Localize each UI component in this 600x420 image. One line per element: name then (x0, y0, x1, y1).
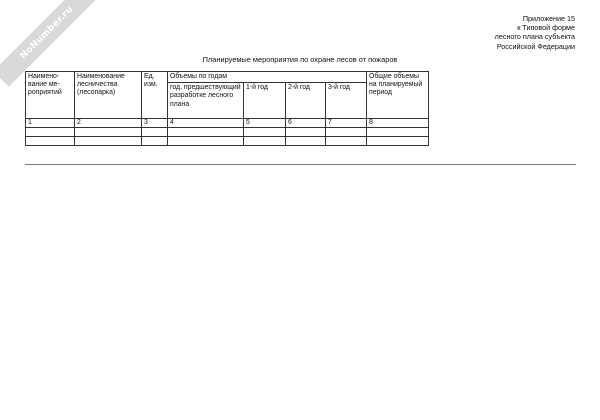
header-year-3: 3-й год (326, 83, 367, 119)
table-cell (26, 128, 75, 137)
header-total: Общие объемы на планируемый период (367, 72, 429, 119)
header-year-1: 1-й год (244, 83, 286, 119)
header-volumes-by-year: Объемы по годам (168, 72, 367, 83)
table-cell (244, 137, 286, 146)
table-cell (326, 137, 367, 146)
table-cell (367, 137, 429, 146)
table-cell (244, 128, 286, 137)
horizontal-rule (25, 164, 576, 165)
table-row (26, 137, 429, 146)
column-number: 1 (26, 119, 75, 128)
header-prior-year: год, предшествующий разработке лесного плана (168, 83, 244, 119)
appendix-line-3: лесного плана субъекта (494, 32, 575, 42)
appendix-note (495, 14, 575, 51)
table-cell (286, 128, 326, 137)
table-cell (142, 128, 168, 137)
table-cell (75, 128, 142, 137)
table-cell (326, 128, 367, 137)
table-cell (75, 137, 142, 146)
watermark-text: NoNumber.ru (18, 4, 76, 62)
table-cell (367, 128, 429, 137)
column-number-row (26, 119, 429, 128)
table-cell (168, 128, 244, 137)
header-unit: Ед. изм. (142, 72, 168, 119)
header-row-1 (26, 72, 429, 83)
appendix-line-4: Российской Федерации (496, 41, 575, 51)
column-number: 5 (244, 119, 286, 128)
fire-protection-table (25, 71, 429, 146)
table-cell (286, 137, 326, 146)
document-title: Планируемые мероприятия по охране лесов от пожаров (202, 55, 398, 64)
header-forestry: Наименование лесничества (лесопарка) (75, 72, 142, 119)
table-row (26, 128, 429, 137)
appendix-line-1: Приложение 15 (522, 14, 575, 23)
table-cell (26, 137, 75, 146)
column-number: 3 (142, 119, 168, 128)
column-number: 6 (286, 119, 326, 128)
column-number: 2 (75, 119, 142, 128)
column-number: 8 (367, 119, 429, 128)
header-activity: Наимено-вание ме-роприятий (26, 72, 75, 119)
header-year-2: 2-й год (286, 83, 326, 119)
column-number: 7 (326, 119, 367, 128)
table-cell (142, 137, 168, 146)
column-number: 4 (168, 119, 244, 128)
table-cell (168, 137, 244, 146)
appendix-line-2: к Типовой форме (517, 23, 575, 33)
